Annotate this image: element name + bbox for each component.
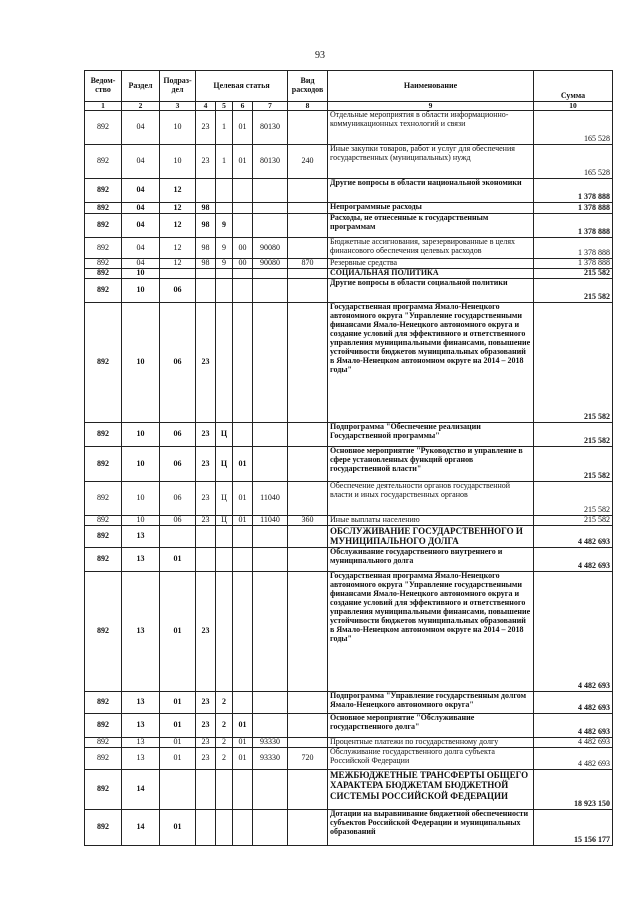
department-code: 892 bbox=[85, 238, 122, 259]
subsection-code: 01 bbox=[160, 572, 196, 692]
target-code-part4: 11040 bbox=[253, 516, 288, 526]
expense-type-code bbox=[288, 279, 328, 303]
department-code: 892 bbox=[85, 748, 122, 770]
department-code: 892 bbox=[85, 179, 122, 203]
subsection-code: 06 bbox=[160, 303, 196, 423]
section-code: 14 bbox=[122, 770, 160, 810]
target-code-part2: Ц bbox=[216, 423, 233, 447]
subsection-code: 01 bbox=[160, 810, 196, 846]
expense-type-code: 360 bbox=[288, 516, 328, 526]
page-number: 93 bbox=[315, 50, 325, 61]
department-code: 892 bbox=[85, 203, 122, 214]
target-code-part4 bbox=[253, 692, 288, 714]
section-code: 10 bbox=[122, 269, 160, 279]
table-row bbox=[85, 259, 613, 269]
expense-type-code bbox=[288, 447, 328, 482]
target-code-part4 bbox=[253, 179, 288, 203]
department-code: 892 bbox=[85, 548, 122, 572]
item-sum: 4 482 693 bbox=[534, 548, 613, 572]
target-code-part4 bbox=[253, 269, 288, 279]
target-code-part4: 80130 bbox=[253, 111, 288, 145]
item-sum: 215 582 bbox=[534, 279, 613, 303]
subsection-code: 01 bbox=[160, 738, 196, 748]
expense-type-code bbox=[288, 526, 328, 548]
expense-type-code bbox=[288, 548, 328, 572]
department-code: 892 bbox=[85, 526, 122, 548]
item-name: Подпрограмма "Обеспечение реализации Государственной программы" bbox=[328, 423, 534, 447]
table-row bbox=[85, 303, 613, 423]
department-code: 892 bbox=[85, 111, 122, 145]
target-code-part3: 01 bbox=[233, 714, 253, 738]
table-row bbox=[85, 179, 613, 203]
department-code: 892 bbox=[85, 279, 122, 303]
target-code-part4: 90080 bbox=[253, 238, 288, 259]
expense-type-code bbox=[288, 810, 328, 846]
expense-type-code bbox=[288, 692, 328, 714]
target-code-part2 bbox=[216, 810, 233, 846]
table-row bbox=[85, 526, 613, 548]
table-row bbox=[85, 423, 613, 447]
expense-type-code bbox=[288, 714, 328, 738]
item-sum: 215 582 bbox=[534, 482, 613, 516]
header-razdel: Раздел bbox=[122, 71, 160, 102]
department-code: 892 bbox=[85, 516, 122, 526]
column-number: 9 bbox=[328, 102, 534, 111]
target-code-part4 bbox=[253, 714, 288, 738]
target-code-part1: 23 bbox=[196, 145, 216, 179]
subsection-code: 01 bbox=[160, 714, 196, 738]
section-code: 04 bbox=[122, 214, 160, 238]
table-row bbox=[85, 692, 613, 714]
subsection-code bbox=[160, 526, 196, 548]
subsection-code: 12 bbox=[160, 238, 196, 259]
target-code-part3: 01 bbox=[233, 516, 253, 526]
table-row bbox=[85, 111, 613, 145]
table-row bbox=[85, 279, 613, 303]
target-code-part2: 2 bbox=[216, 692, 233, 714]
column-number: 1 bbox=[85, 102, 122, 111]
item-sum: 4 482 693 bbox=[534, 572, 613, 692]
target-code-part2: Ц bbox=[216, 482, 233, 516]
section-code: 13 bbox=[122, 572, 160, 692]
item-name: Основное мероприятие "Обслуживание государственного долга" bbox=[328, 714, 534, 738]
item-name: Процентные платежи по государственному долгу bbox=[328, 738, 534, 748]
target-code-part3: 00 bbox=[233, 238, 253, 259]
column-number: 2 bbox=[122, 102, 160, 111]
item-sum: 1 378 888 bbox=[534, 179, 613, 203]
target-code-part3: 01 bbox=[233, 738, 253, 748]
table-row bbox=[85, 738, 613, 748]
target-code-part3 bbox=[233, 279, 253, 303]
expense-type-code bbox=[288, 572, 328, 692]
target-code-part2: 1 bbox=[216, 145, 233, 179]
target-code-part3: 01 bbox=[233, 748, 253, 770]
target-code-part4: 93330 bbox=[253, 748, 288, 770]
target-code-part2 bbox=[216, 770, 233, 810]
item-sum: 215 582 bbox=[534, 423, 613, 447]
item-sum: 4 482 693 bbox=[534, 714, 613, 738]
item-sum: 18 923 150 bbox=[534, 770, 613, 810]
target-code-part3: 01 bbox=[233, 145, 253, 179]
item-name: Государственная программа Ямало-Ненецкого автономного округа "Управление государственными финансами Ямало-Ненецкого автономного округа и создание условий для эффективного и ответственного управления муниципальными финансами, повышение устойчивости бюджетов муниципальных образований в Ямало-Ненецком автономном округе на 2014 – 2018 годы" bbox=[328, 303, 534, 423]
item-name: Дотации на выравнивание бюджетной обеспеченности субъектов Российской Федерации и муниципальных образований bbox=[328, 810, 534, 846]
section-code: 14 bbox=[122, 810, 160, 846]
target-code-part3 bbox=[233, 423, 253, 447]
target-code-part2: Ц bbox=[216, 516, 233, 526]
target-code-part2 bbox=[216, 526, 233, 548]
target-code-part1 bbox=[196, 548, 216, 572]
subsection-code: 06 bbox=[160, 516, 196, 526]
target-code-part3 bbox=[233, 692, 253, 714]
target-code-part1 bbox=[196, 179, 216, 203]
department-code: 892 bbox=[85, 482, 122, 516]
target-code-part1: 23 bbox=[196, 738, 216, 748]
table-row bbox=[85, 714, 613, 738]
target-code-part4: 90080 bbox=[253, 259, 288, 269]
table-row bbox=[85, 145, 613, 179]
target-code-part1: 98 bbox=[196, 203, 216, 214]
target-code-part2 bbox=[216, 179, 233, 203]
target-code-part2: 9 bbox=[216, 238, 233, 259]
item-name: ОБСЛУЖИВАНИЕ ГОСУДАРСТВЕННОГО И МУНИЦИПАЛЬНОГО ДОЛГА bbox=[328, 526, 534, 548]
header-sum: Сумма bbox=[534, 71, 613, 102]
budget-table bbox=[84, 70, 613, 846]
target-code-part1: 98 bbox=[196, 214, 216, 238]
section-code: 04 bbox=[122, 179, 160, 203]
item-name: Отдельные мероприятия в области информационно-коммуникационных технологий и связи bbox=[328, 111, 534, 145]
expense-type-code bbox=[288, 111, 328, 145]
section-code: 13 bbox=[122, 748, 160, 770]
item-name: СОЦИАЛЬНАЯ ПОЛИТИКА bbox=[328, 269, 534, 279]
subsection-code: 06 bbox=[160, 447, 196, 482]
section-code: 10 bbox=[122, 423, 160, 447]
item-name: Резервные средства bbox=[328, 259, 534, 269]
target-code-part1: 23 bbox=[196, 748, 216, 770]
target-code-part2 bbox=[216, 203, 233, 214]
item-name: Обеспечение деятельности органов государственной власти и иных государственных органов bbox=[328, 482, 534, 516]
department-code: 892 bbox=[85, 692, 122, 714]
department-code: 892 bbox=[85, 714, 122, 738]
item-sum: 4 482 693 bbox=[534, 692, 613, 714]
department-code: 892 bbox=[85, 423, 122, 447]
section-code: 04 bbox=[122, 238, 160, 259]
target-code-part4 bbox=[253, 447, 288, 482]
expense-type-code bbox=[288, 269, 328, 279]
item-sum: 165 528 bbox=[534, 111, 613, 145]
item-sum: 4 482 693 bbox=[534, 738, 613, 748]
expense-type-code bbox=[288, 203, 328, 214]
department-code: 892 bbox=[85, 572, 122, 692]
target-code-part4: 11040 bbox=[253, 482, 288, 516]
item-name: Другие вопросы в области национальной экономики bbox=[328, 179, 534, 203]
item-sum: 4 482 693 bbox=[534, 526, 613, 548]
subsection-code: 06 bbox=[160, 279, 196, 303]
target-code-part3 bbox=[233, 203, 253, 214]
table-row bbox=[85, 203, 613, 214]
item-sum: 215 582 bbox=[534, 447, 613, 482]
section-code: 10 bbox=[122, 516, 160, 526]
target-code-part3: 00 bbox=[233, 259, 253, 269]
item-sum: 15 156 177 bbox=[534, 810, 613, 846]
subsection-code: 12 bbox=[160, 214, 196, 238]
table-row bbox=[85, 516, 613, 526]
target-code-part3 bbox=[233, 548, 253, 572]
department-code: 892 bbox=[85, 145, 122, 179]
item-sum: 215 582 bbox=[534, 303, 613, 423]
table-row bbox=[85, 269, 613, 279]
subsection-code: 12 bbox=[160, 203, 196, 214]
target-code-part1 bbox=[196, 526, 216, 548]
target-code-part3 bbox=[233, 269, 253, 279]
section-code: 04 bbox=[122, 145, 160, 179]
column-number: 8 bbox=[288, 102, 328, 111]
item-name: Обслуживание государственного внутреннего и муниципального долга bbox=[328, 548, 534, 572]
subsection-code: 01 bbox=[160, 548, 196, 572]
target-code-part2: 2 bbox=[216, 714, 233, 738]
expense-type-code bbox=[288, 423, 328, 447]
expense-type-code bbox=[288, 179, 328, 203]
department-code: 892 bbox=[85, 303, 122, 423]
target-code-part2: 9 bbox=[216, 214, 233, 238]
target-code-part1: 23 bbox=[196, 714, 216, 738]
header-name: Наименование bbox=[328, 71, 534, 102]
target-code-part3 bbox=[233, 303, 253, 423]
table-row bbox=[85, 214, 613, 238]
target-code-part4 bbox=[253, 526, 288, 548]
column-number: 7 bbox=[253, 102, 288, 111]
section-code: 10 bbox=[122, 303, 160, 423]
target-code-part1: 23 bbox=[196, 423, 216, 447]
table-row bbox=[85, 548, 613, 572]
expense-type-code bbox=[288, 770, 328, 810]
subsection-code: 10 bbox=[160, 111, 196, 145]
section-code: 10 bbox=[122, 482, 160, 516]
department-code: 892 bbox=[85, 259, 122, 269]
department-code: 892 bbox=[85, 770, 122, 810]
subsection-code bbox=[160, 770, 196, 810]
table-row bbox=[85, 810, 613, 846]
item-sum: 4 482 693 bbox=[534, 748, 613, 770]
expense-type-code: 870 bbox=[288, 259, 328, 269]
target-code-part2: 1 bbox=[216, 111, 233, 145]
target-code-part3 bbox=[233, 770, 253, 810]
target-code-part4 bbox=[253, 572, 288, 692]
target-code-part2 bbox=[216, 303, 233, 423]
item-name: Иные выплаты населению bbox=[328, 516, 534, 526]
subsection-code: 12 bbox=[160, 179, 196, 203]
target-code-part3 bbox=[233, 179, 253, 203]
section-code: 13 bbox=[122, 526, 160, 548]
subsection-code: 12 bbox=[160, 259, 196, 269]
item-sum: 1 378 888 bbox=[534, 238, 613, 259]
target-code-part2 bbox=[216, 269, 233, 279]
column-number: 6 bbox=[233, 102, 253, 111]
department-code: 892 bbox=[85, 214, 122, 238]
section-code: 13 bbox=[122, 738, 160, 748]
header-expense-type: Вид расходов bbox=[288, 71, 328, 102]
subsection-code: 10 bbox=[160, 145, 196, 179]
column-number: 5 bbox=[216, 102, 233, 111]
header-podrazdel: Подраз-дел bbox=[160, 71, 196, 102]
department-code: 892 bbox=[85, 269, 122, 279]
expense-type-code bbox=[288, 303, 328, 423]
department-code: 892 bbox=[85, 447, 122, 482]
item-name: Обслуживание государственного долга субъекта Российской Федерации bbox=[328, 748, 534, 770]
item-name: Расходы, не отнесенные к государственным программам bbox=[328, 214, 534, 238]
item-name: Бюджетные ассигнования, зарезервированные в целях финансового обеспечения целевых расходов bbox=[328, 238, 534, 259]
target-code-part1: 23 bbox=[196, 482, 216, 516]
target-code-part2: 2 bbox=[216, 738, 233, 748]
item-name: Государственная программа Ямало-Ненецкого автономного округа "Управление государственными финансами Ямало-Ненецкого автономного округа и создание условий для эффективного и ответственного управления муниципальными финансами, повышение устойчивости бюджетов муниципальных образований в Ямало-Ненецком автономном округе на 2014 – 2018 годы" bbox=[328, 572, 534, 692]
table-row bbox=[85, 770, 613, 810]
subsection-code: 06 bbox=[160, 482, 196, 516]
item-name: Непрограммные расходы bbox=[328, 203, 534, 214]
header-target-article: Целевая статья bbox=[196, 71, 288, 102]
subsection-code: 01 bbox=[160, 692, 196, 714]
target-code-part2: 2 bbox=[216, 748, 233, 770]
target-code-part1: 23 bbox=[196, 111, 216, 145]
section-code: 10 bbox=[122, 279, 160, 303]
column-number: 4 bbox=[196, 102, 216, 111]
target-code-part1 bbox=[196, 810, 216, 846]
expense-type-code: 720 bbox=[288, 748, 328, 770]
target-code-part1 bbox=[196, 279, 216, 303]
target-code-part4 bbox=[253, 423, 288, 447]
target-code-part2 bbox=[216, 548, 233, 572]
target-code-part2 bbox=[216, 572, 233, 692]
target-code-part3 bbox=[233, 810, 253, 846]
target-code-part3: 01 bbox=[233, 447, 253, 482]
target-code-part4 bbox=[253, 303, 288, 423]
header-vedomstvo: Ведом-ство bbox=[85, 71, 122, 102]
section-code: 13 bbox=[122, 548, 160, 572]
department-code: 892 bbox=[85, 810, 122, 846]
target-code-part1 bbox=[196, 770, 216, 810]
column-number: 10 bbox=[534, 102, 613, 111]
subsection-code bbox=[160, 269, 196, 279]
target-code-part1: 23 bbox=[196, 516, 216, 526]
target-code-part1: 98 bbox=[196, 238, 216, 259]
target-code-part4 bbox=[253, 214, 288, 238]
target-code-part2: Ц bbox=[216, 447, 233, 482]
table-row bbox=[85, 482, 613, 516]
target-code-part1: 23 bbox=[196, 692, 216, 714]
section-code: 13 bbox=[122, 692, 160, 714]
section-code: 10 bbox=[122, 447, 160, 482]
expense-type-code bbox=[288, 238, 328, 259]
table-row bbox=[85, 572, 613, 692]
section-code: 13 bbox=[122, 714, 160, 738]
expense-type-code bbox=[288, 214, 328, 238]
item-sum: 1 378 888 bbox=[534, 259, 613, 269]
target-code-part3 bbox=[233, 214, 253, 238]
target-code-part1: 98 bbox=[196, 259, 216, 269]
column-number: 3 bbox=[160, 102, 196, 111]
target-code-part4 bbox=[253, 548, 288, 572]
subsection-code: 06 bbox=[160, 423, 196, 447]
item-name: МЕЖБЮДЖЕТНЫЕ ТРАНСФЕРТЫ ОБЩЕГО ХАРАКТЕРА БЮДЖЕТАМ БЮДЖЕТНОЙ СИСТЕМЫ РОССИЙСКОЙ ФЕДЕРАЦИИ bbox=[328, 770, 534, 810]
target-code-part1: 23 bbox=[196, 303, 216, 423]
target-code-part4: 80130 bbox=[253, 145, 288, 179]
expense-type-code bbox=[288, 482, 328, 516]
target-code-part4 bbox=[253, 203, 288, 214]
target-code-part4: 93330 bbox=[253, 738, 288, 748]
subsection-code: 01 bbox=[160, 748, 196, 770]
expense-type-code bbox=[288, 738, 328, 748]
item-sum: 215 582 bbox=[534, 516, 613, 526]
section-code: 04 bbox=[122, 203, 160, 214]
target-code-part1 bbox=[196, 269, 216, 279]
table-row bbox=[85, 238, 613, 259]
item-sum: 1 378 888 bbox=[534, 203, 613, 214]
expense-type-code: 240 bbox=[288, 145, 328, 179]
target-code-part2 bbox=[216, 279, 233, 303]
item-sum: 165 528 bbox=[534, 145, 613, 179]
target-code-part1: 23 bbox=[196, 572, 216, 692]
target-code-part2: 9 bbox=[216, 259, 233, 269]
item-name: Другие вопросы в области социальной политики bbox=[328, 279, 534, 303]
table-row bbox=[85, 447, 613, 482]
item-name: Подпрограмма "Управление государственным долгом Ямало-Ненецкого автономного округа" bbox=[328, 692, 534, 714]
department-code: 892 bbox=[85, 738, 122, 748]
target-code-part3: 01 bbox=[233, 111, 253, 145]
target-code-part3 bbox=[233, 572, 253, 692]
item-name: Иные закупки товаров, работ и услуг для обеспечения государственных (муниципальных) нужд bbox=[328, 145, 534, 179]
item-sum: 1 378 888 bbox=[534, 214, 613, 238]
item-name: Основное мероприятие "Руководство и управление в сфере установленных функций органов государственной власти" bbox=[328, 447, 534, 482]
section-code: 04 bbox=[122, 259, 160, 269]
table-row bbox=[85, 748, 613, 770]
target-code-part3 bbox=[233, 526, 253, 548]
target-code-part4 bbox=[253, 810, 288, 846]
target-code-part4 bbox=[253, 770, 288, 810]
target-code-part1: 23 bbox=[196, 447, 216, 482]
section-code: 04 bbox=[122, 111, 160, 145]
item-sum: 215 582 bbox=[534, 269, 613, 279]
target-code-part3: 01 bbox=[233, 482, 253, 516]
target-code-part4 bbox=[253, 279, 288, 303]
